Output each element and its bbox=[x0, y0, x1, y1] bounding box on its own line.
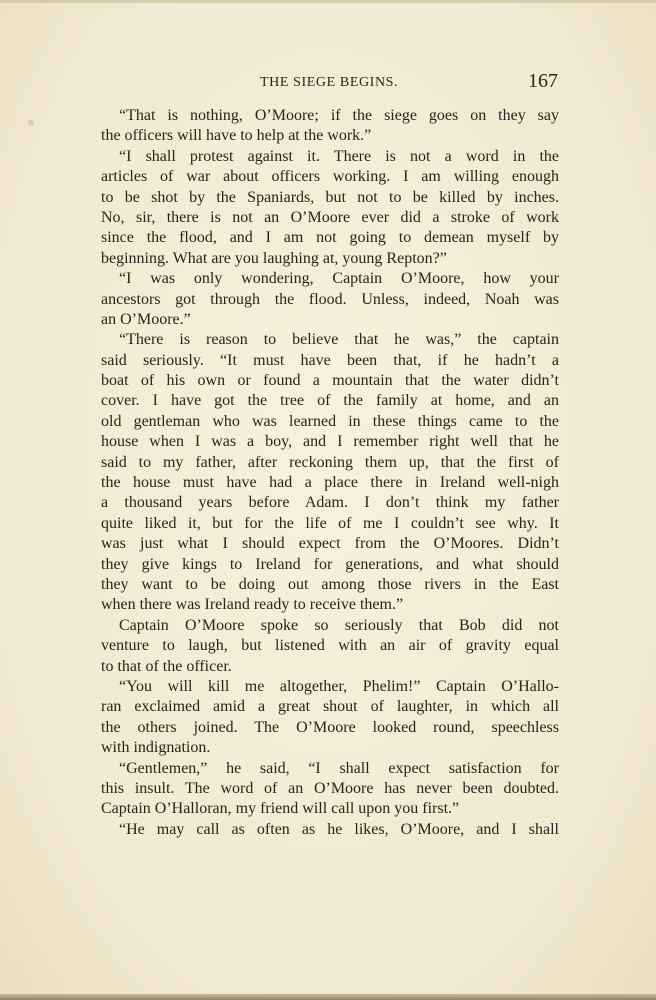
page-top-edge bbox=[0, 0, 656, 3]
text-line: house when I was a boy, and I remember right well that he bbox=[101, 433, 559, 451]
text-line: “He may call as often as he likes, O’Moore, and I shall bbox=[119, 820, 559, 838]
text-line: cover. I have got the tree of the family at home, and an bbox=[101, 392, 559, 410]
text-line: since the flood, and I am not going to demean myself by bbox=[101, 229, 559, 247]
text-line: with indignation. bbox=[101, 739, 211, 757]
page-number: 167 bbox=[528, 70, 558, 92]
text-line: Captain O’Halloran, my friend will call upon you first.” bbox=[101, 800, 460, 818]
text-line: a thousand years before Adam. I don’t think my father bbox=[101, 494, 559, 512]
text-line: boat of his own or found a mountain that the water didn’t bbox=[101, 372, 559, 390]
paper-smudge bbox=[28, 120, 34, 126]
text-line: No, sir, there is not an O’Moore ever did a stroke of work bbox=[101, 208, 559, 226]
text-line: an O’Moore.” bbox=[101, 310, 191, 328]
text-line: “That is nothing, O’Moore; if the siege goes on they say bbox=[119, 107, 559, 124]
text-line: “You will kill me altogether, Phelim!” Captain O’Hallo- bbox=[119, 677, 559, 695]
text-line: when there was Ireland ready to receive them.” bbox=[101, 596, 404, 614]
text-line: this insult. The word of an O’Moore has never been doubted. bbox=[101, 779, 559, 797]
text-line: they want to be doing out among those rivers in the East bbox=[101, 575, 559, 593]
text-line: “There is reason to believe that he was,” the captain bbox=[119, 331, 559, 349]
text-line: old gentleman who was learned in these things came to the bbox=[101, 412, 559, 430]
text-line: beginning. What are you laughing at, young Repton?” bbox=[101, 249, 447, 267]
chapter-title: THE SIEGE BEGINS. bbox=[260, 75, 399, 90]
text-line: venture to laugh, but listened with an air of gravity equal bbox=[101, 637, 559, 655]
text-line: said to my father, after reckoning them up, that the first of bbox=[101, 453, 559, 471]
text-line: “Gentlemen,” he said, “I shall expect satisfaction for bbox=[119, 759, 559, 777]
text-line: Captain O’Moore spoke so seriously that Bob did not bbox=[119, 616, 559, 634]
text-line: the officers will have to help at the work.” bbox=[101, 127, 372, 145]
text-line: was just what I should expect from the O’Moores. Didn’t bbox=[101, 535, 559, 553]
text-line: the others joined. The O’Moore looked round, speechless bbox=[101, 718, 559, 736]
text-line: articles of war about officers working. I am willing enough bbox=[101, 168, 559, 186]
text-line: to that of the officer. bbox=[101, 657, 232, 675]
text-line: ancestors got through the flood. Unless, indeed, Noah was bbox=[101, 290, 559, 308]
text-line: “I was only wondering, Captain O’Moore, how your bbox=[119, 270, 559, 288]
running-head bbox=[102, 66, 558, 96]
text-line: said seriously. “It must have been that, if he hadn’t a bbox=[101, 351, 559, 369]
text-line: ran exclaimed amid a great shout of laughter, in which all bbox=[101, 698, 559, 716]
text-line: the house must have had a place there in Ireland well-nigh bbox=[101, 474, 559, 492]
text-line: to be shot by the Spaniards, but not to be killed by inches. bbox=[101, 188, 559, 206]
text-line: “I shall protest against it. There is not a word in the bbox=[119, 147, 559, 165]
body-text bbox=[101, 106, 559, 840]
text-line: quite liked it, but for the life of me I couldn’t see why. It bbox=[101, 514, 559, 532]
text-line: they give kings to Ireland for generations, and what should bbox=[101, 555, 559, 573]
page-bottom-edge bbox=[0, 994, 656, 1000]
